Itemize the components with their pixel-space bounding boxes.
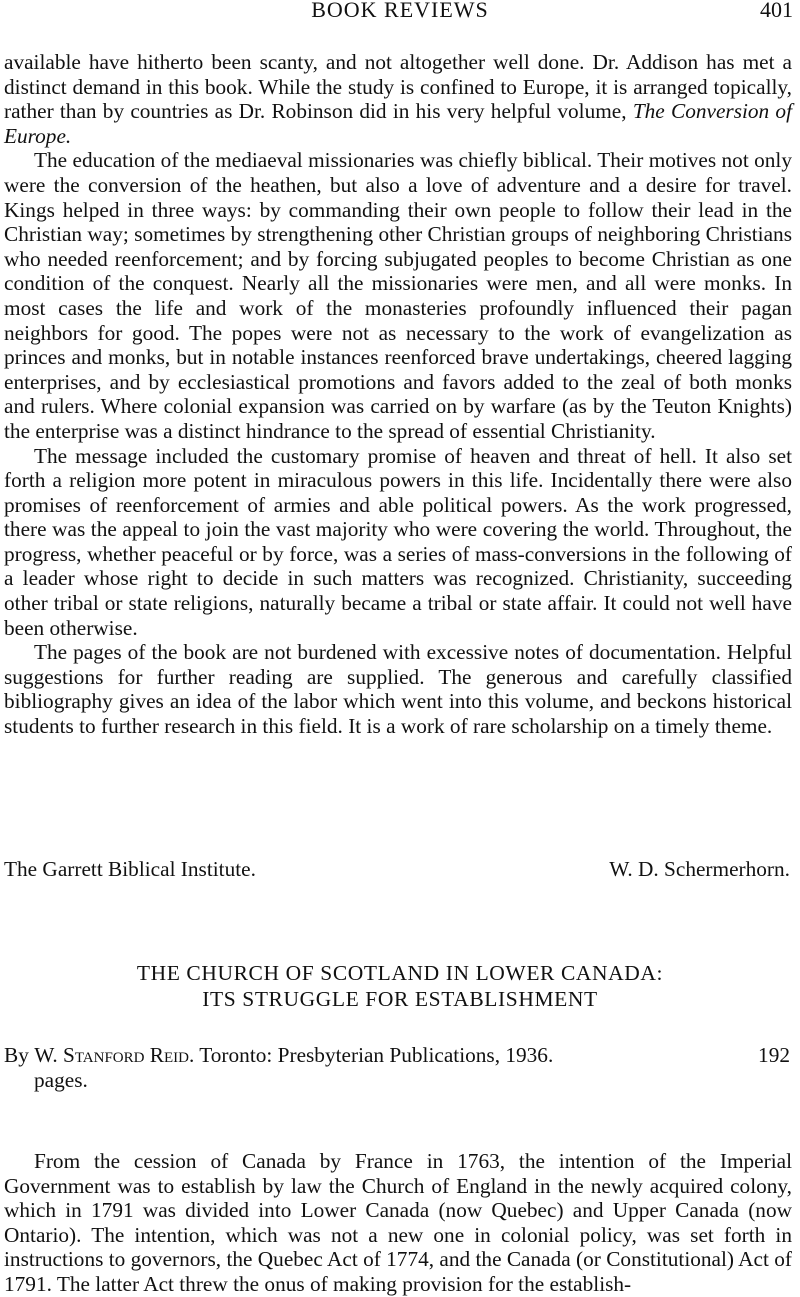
- paragraph-text: available have hitherto been scanty, and not altogether well done. Dr. Addison has met a distinct demand in this book. While the study is confined to Europe, it is arranged topically, rather than by countries as Dr. Robinson did in his very helpful volume,: [4, 50, 792, 124]
- citation-lead: [4, 1043, 553, 1068]
- reviewer-name: W. D. Schermerhorn.: [609, 857, 790, 881]
- heading-line-2: ITS STRUGGLE FOR ESTABLISHMENT: [202, 987, 598, 1011]
- review-1-paragraph-2: The education of the mediaeval missionaries was chiefly biblical. Their motives not only were the conversion of the heathen, but also a love of adventure and a desire for travel. Kings helped in three ways: by commanding their own people to follow their lead in the Christian way; sometimes by strengthening other Christian groups of neighboring Christians who needed reenforcement; and by forcing subjugated peoples to become Christian as one condition of the conquest. Nearly all the missionaries were men, and all were monks. In most cases the life and work of the monasteries profoundly influenced their pagan neighbors for good. The popes were not as necessary to the work of evangelization as princes and monks, but in notable instances reenforced brave undertakings, cheered lagging enterprises, and by ecclesiastical promotions and favors added to the zeal of both monks and rulers. Where colonial expansion was carried on by warfare (as by the Teuton Knights) the enterprise was a distinct hindrance to the spread of essential Christianity.: [4, 148, 792, 443]
- citation-line-1: [4, 1043, 790, 1068]
- review-1-paragraph-3: The message included the customary promise of heaven and threat of hell. It also set forth a religion more potent in miraculous powers in this life. Incidentally there were also promises of reenforcement of armies and able political powers. As the work progressed, there was the appeal to join the vast majority who were covering the world. Throughout, the progress, whether peaceful or by force, was a series of mass-conversions in the following of a leader whose right to decide in such matters was recognized. Christianity, succeeding other tribal or state religions, naturally became a tribal or state affair. It could not well have been otherwise.: [4, 443, 792, 640]
- running-head: [0, 0, 800, 26]
- reviewer-institution: The Garrett Biblical Institute.: [4, 857, 256, 881]
- review-2-paragraph-1: From the cession of Canada by France in 1763, the intention of the Imperial Government was to establish by law the Church of England in the newly acquired colony, which in 1791 was divided into Lower Canada (now Quebec) and Upper Canada (now Ontario). The intention, which was not a new one in colonial policy, was set forth in instructions to governors, the Quebec Act of 1774, and the Canada (or Constitutional) Act of 1791. The latter Act threw the onus of making provision for the establish-: [4, 1149, 792, 1296]
- review-1-paragraph-4: The pages of the book are not burdened with excessive notes of documentation. Helpful suggestions for further reading are supplied. The generous and carefully classified bibliography gives an idea of the labor which went into this volume, and beckons historical students to further research in this field. It is a work of rare scholarship on a timely theme.: [4, 640, 792, 739]
- running-title: BOOK REVIEWS: [311, 0, 489, 22]
- review-2-body: [4, 1149, 792, 1297]
- review-1-signature: [4, 857, 790, 885]
- review-2-citation: [4, 1043, 790, 1092]
- cited-book-title: The Conversion of Europe.: [4, 99, 792, 148]
- review-1-paragraph-1: [4, 50, 792, 148]
- citation-author: W. Stanford Reid.: [34, 1043, 195, 1067]
- citation-pages-word: pages.: [34, 1067, 88, 1092]
- page-number: 401: [760, 0, 793, 22]
- review-2-heading: [0, 960, 800, 1012]
- citation-publisher: Toronto: Presbyterian Publications, 1936.: [199, 1043, 554, 1067]
- citation-page-count: 192: [758, 1043, 790, 1067]
- heading-line-1: THE CHURCH OF SCOTLAND IN LOWER CANADA:: [136, 961, 664, 985]
- review-1-body: [4, 50, 792, 739]
- citation-by: By: [4, 1043, 29, 1067]
